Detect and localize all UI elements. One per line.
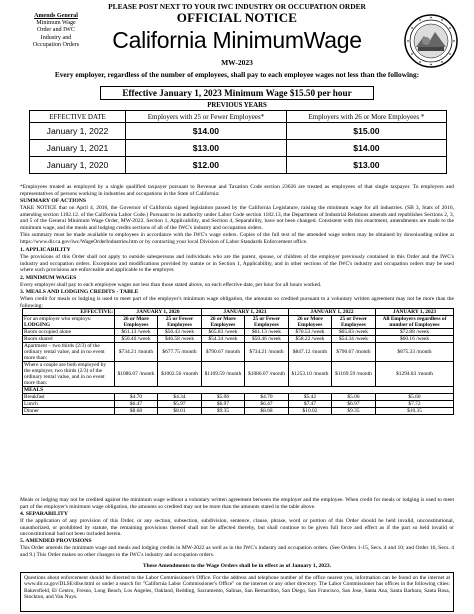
effective-banner: Effective January 1, 2023 Minimum Wage $15.50 per hour xyxy=(100,86,374,100)
row-small-wage: $13.00 xyxy=(126,140,287,157)
cell: $9.35 xyxy=(201,408,244,415)
cell: $70.53 /week xyxy=(288,329,331,336)
cell: $790.67 /month xyxy=(331,343,375,362)
cell: $1294.83 /month xyxy=(376,362,454,387)
cell: $6.47 xyxy=(244,401,288,408)
row-label: Breakfast xyxy=(23,394,115,401)
col-25-fewer: 25 or Fewer Employees xyxy=(244,316,288,329)
cell: $65.83 /week xyxy=(201,329,244,336)
employer-label xyxy=(23,316,115,329)
cell: $1169.59 /month xyxy=(331,362,375,387)
cell: $10.35 xyxy=(376,408,454,415)
section-4-text: If the application of any provision of this Order, or any section, subsection, subdivision, sentence, clause, phrase, word or portion of this Order should be held invalid, unconstitutional, unauthorized, or prohibited by statute, the remaining provisions thereof shall not be affected thereby, but shall continue to be given full force and effect as if the part so held invalid or unconstitutional had not been included herein. xyxy=(20,518,454,538)
row-large-wage: $13.00 xyxy=(286,157,446,174)
row-small-wage: $14.00 xyxy=(126,123,287,140)
cell: $7.47 xyxy=(288,401,331,408)
cell: $54.34 /week xyxy=(331,336,375,343)
table-row xyxy=(23,394,454,401)
section-4-heading: 4. SEPARABILITY xyxy=(20,511,68,517)
footnote: *Employees treated as employed by a single qualified taxpayer pursuant to Revenue and Taxation Code section 23626 are treated as employees of that single taxpayer. To employers and representatives of persons working in industries and occupations in the State of California: xyxy=(20,184,454,197)
col-all-employers: All Employers regardless of number of Employees xyxy=(376,316,454,329)
year-2020: JANUARY 1, 2020 xyxy=(115,309,202,316)
section-5-text: This Order amends the minimum wage and meals and lodging credits in MW-2022 as well as in the IWC's industry and occupation orders. (See Orders 1-15, Secs. 4 and 10; and Order 16, Secs. 4 and 9.) This Order makes no other changes to the IWC's industry and occupation orders. xyxy=(20,545,454,558)
section-3-heading: 3. MEALS AND LODGING CREDITS - TABLE xyxy=(20,289,139,295)
top-line: PLEASE POST NEXT TO YOUR IWC INDUSTRY OR OCCUPATION ORDER xyxy=(108,2,366,11)
col-26-more: 26 or More Employees xyxy=(201,316,244,329)
row-date: January 1, 2020 xyxy=(30,157,126,174)
table-row xyxy=(30,157,447,174)
row-label: Room shared xyxy=(23,336,115,343)
section-1-heading: 1. APPLICABILITY xyxy=(20,247,71,253)
cell: $65.83 /week xyxy=(331,329,375,336)
meals-header-columns xyxy=(23,316,454,329)
year-2023: JANUARY 1, 2023 xyxy=(376,309,454,316)
cell: $734.21 /month xyxy=(115,343,158,362)
cell: $46.58 /week xyxy=(158,336,202,343)
amends-line5: Occupation Orders xyxy=(32,41,80,48)
year-2021: JANUARY 1, 2021 xyxy=(201,309,288,316)
cell: $6.97 xyxy=(331,401,375,408)
col-26-more: 26 or More Employees xyxy=(288,316,331,329)
col-25-fewer: 25 or Fewer Employees xyxy=(158,316,202,329)
meals-label: MEALS xyxy=(23,387,454,394)
row-date: January 1, 2022 xyxy=(30,123,126,140)
cell: $5.06 xyxy=(331,394,375,401)
cell: $1086.07 /month xyxy=(244,362,288,387)
cell: $875.33 /month xyxy=(376,343,454,362)
official-notice: OFFICIAL NOTICE xyxy=(176,10,298,25)
amends-line4: Industry and xyxy=(40,34,72,41)
row-date: January 1, 2021 xyxy=(30,140,126,157)
cell: $6.47 xyxy=(115,401,158,408)
row-label: Dinner xyxy=(23,408,115,415)
meals-section-row xyxy=(23,387,454,394)
wage-table xyxy=(29,110,447,174)
header-small-employers: Employers with 25 or Fewer Employees* xyxy=(126,111,287,123)
summary-text: TAKE NOTICE that on April 4, 2016, the Governor of California signed legislation passed by the California Legislature, raising the minimum wage for all industries. (SB 3, Stats of 2016, amending section 1182.12. of the California Labor Code.) Pursuant to its authority under Labor Code section 1182.13, the Department of Industrial Relations amends and republishes Sections 2, 3, and 5 of the General Minimum Wage Order, MW-2022. Section 1, Applicability, and Section 4, Separability, have not been changed. Consistent with this enactment, amendments are made to the minimum wage, and the meals and lodging credits sections of all of the IWC's industry and occupation orders. xyxy=(20,205,454,231)
summary-text-2: This summary must be made available to employees in accordance with the IWC's wage orders. Copies of the full text of the amended wage orders may be obtained by downloading online at https://www.dir.ca.gov/iwc/WageOrderIndustries.htm or by contacting your local Division of Labor Standards Enforcement office. xyxy=(20,232,454,245)
row-label: Where a couple are both employed by the employer, two thirds (2/3) of the ordinary rental value, and in no event more than: xyxy=(23,362,115,387)
header-large-employers: Employers with 26 or More Employees * xyxy=(286,111,446,123)
cell: $10.02 xyxy=(288,408,331,415)
row-label: Apartment – two thirds (2/3) of the ordinary rental value, and in no event more than: xyxy=(23,343,115,362)
cell: $5.06 xyxy=(201,394,244,401)
amends-line3: Order and IWC xyxy=(37,27,75,34)
cell: $4.70 xyxy=(115,394,158,401)
cell: $4.70 xyxy=(244,394,288,401)
state-seal-icon xyxy=(404,14,458,68)
cell: $60.16 /week xyxy=(376,336,454,343)
cell: $5.60 xyxy=(376,394,454,401)
meals-note: Meals or lodging may not be credited against the minimum wage without a voluntary written agreement between the employer and the employee. When credit for meals or lodging is used to meet part of the employer's minimum wage obligation, the amounts so credited may not be more than the amounts stated in the table above. xyxy=(20,497,454,510)
cell: $56.43 /week xyxy=(158,329,202,336)
meals-header-years xyxy=(23,309,454,316)
row-large-wage: $14.00 xyxy=(286,140,446,157)
section-2-text: Every employer shall pay to each employee wages not less than those stated above, on each effective date, per hour for all hours worked. xyxy=(20,282,322,288)
row-large-wage: $15.00 xyxy=(286,123,446,140)
cell: $7.72 xyxy=(376,401,454,408)
col-26-more: 26 or More Employees xyxy=(115,316,158,329)
row-label: Room occupied alone xyxy=(23,329,115,336)
cell: $5.42 xyxy=(288,394,331,401)
cell: $50.46 /week xyxy=(244,336,288,343)
section-2-heading: 2. MINIMUM WAGES xyxy=(20,275,77,281)
cell: $9.35 xyxy=(331,408,375,415)
table-row xyxy=(23,343,454,362)
meals-lodging-table xyxy=(22,308,454,415)
table-row xyxy=(23,336,454,343)
amends-line2: Minimum Wage xyxy=(36,20,76,27)
section-5-heading: 5. AMENDED PROVISIONS xyxy=(20,538,92,544)
row-label: Lunch xyxy=(23,401,115,408)
year-2022: JANUARY 1, 2022 xyxy=(288,309,375,316)
previous-years-label: PREVIOUS YEARS xyxy=(207,102,267,109)
section-1-text: The provisions of this Order shall not apply to outside salespersons and individuals who are the parent, spouse, or children of the employer previously contained in this Order and the IWC's industry and occupation orders. Exceptions and modifications provided by statute or in Section 1, Applicability, and in other sections of the IWC's industry and occupation orders may be used where such provisions are enforceable and applicable to the employer. xyxy=(20,254,454,274)
header-effective-date: EFFECTIVE DATE xyxy=(30,111,126,123)
order-number: MW-2023 xyxy=(221,58,253,67)
table-row xyxy=(23,401,454,408)
cell: $8.68 xyxy=(244,408,288,415)
cell: $8.01 xyxy=(158,408,202,415)
cell: $54.34 /week xyxy=(201,336,244,343)
table-row xyxy=(30,140,447,157)
row-small-wage: $12.00 xyxy=(126,157,287,174)
cell: $58.22 /week xyxy=(288,336,331,343)
cell: $4.34 xyxy=(158,394,202,401)
cell: $5.97 xyxy=(158,401,202,408)
cell: $677.75 /month xyxy=(158,343,202,362)
summary-heading: SUMMARY OF ACTIONS xyxy=(20,198,87,204)
enforcement-box: Questions about enforcement should be directed to the Labor Commissioner's Office. For the address and telephone number of the office nearest you, information can be found on the internet at www.dir.ca.gov/DLSE/dlse.html or under a search for "California Labor Commissioner's Office" on the internet or any other directory. The Labor Commissioner has offices in the following cities: Bakersfield, El Centro, Fresno, Long Beach, Los Angeles, Oakland, Redding, Sacramento, Salinas, San Bernardino, San Diego, San Francisco, San Jose, Santa Ana, Santa Barbara, Santa Rosa, Stockton, and Van Nuys. xyxy=(20,572,454,612)
col-25-fewer: 25 or Fewer Employees xyxy=(331,316,375,329)
cell: $8.68 xyxy=(115,408,158,415)
effective-label: EFFECTIVE: xyxy=(23,309,115,316)
cell: $61.13 /week xyxy=(115,329,158,336)
cell: $1002.56 /month xyxy=(158,362,202,387)
for-employer-text: For an employer who employs: xyxy=(24,316,92,322)
table-row xyxy=(23,408,454,415)
lodging-label: LODGING xyxy=(24,322,51,328)
cell: $1253.10 /month xyxy=(288,362,331,387)
amends-line1: Amends General xyxy=(34,13,78,19)
page-title: California MinimumWage xyxy=(112,27,362,53)
cell: $61.13 /week xyxy=(244,329,288,336)
effective-note: These Amendments to the Wage Orders shall be in effect as of January 1, 2023. xyxy=(142,563,332,569)
table-row xyxy=(23,362,454,387)
wage-table-header xyxy=(30,111,447,123)
lead-statement: Every employer, regardless of the number of employees, shall pay to each employee wages not less than the following: xyxy=(54,70,420,79)
cell: $72.88 /week xyxy=(376,329,454,336)
cell: $50.46 /week xyxy=(115,336,158,343)
cell: $847.12 /month xyxy=(288,343,331,362)
section-3-text: When credit for meals or lodging is used to meet part of the employer's minimum wage obligation, the amounts so credited pursuant to a voluntary written agreement may not be more than the following: xyxy=(20,296,454,309)
cell: $734.21 /month xyxy=(244,343,288,362)
cell: $790.67 /month xyxy=(201,343,244,362)
cell: $1169.59 /month xyxy=(201,362,244,387)
table-row xyxy=(23,329,454,336)
table-row xyxy=(30,123,447,140)
cell: $1086.07 /month xyxy=(115,362,158,387)
cell: $6.97 xyxy=(201,401,244,408)
